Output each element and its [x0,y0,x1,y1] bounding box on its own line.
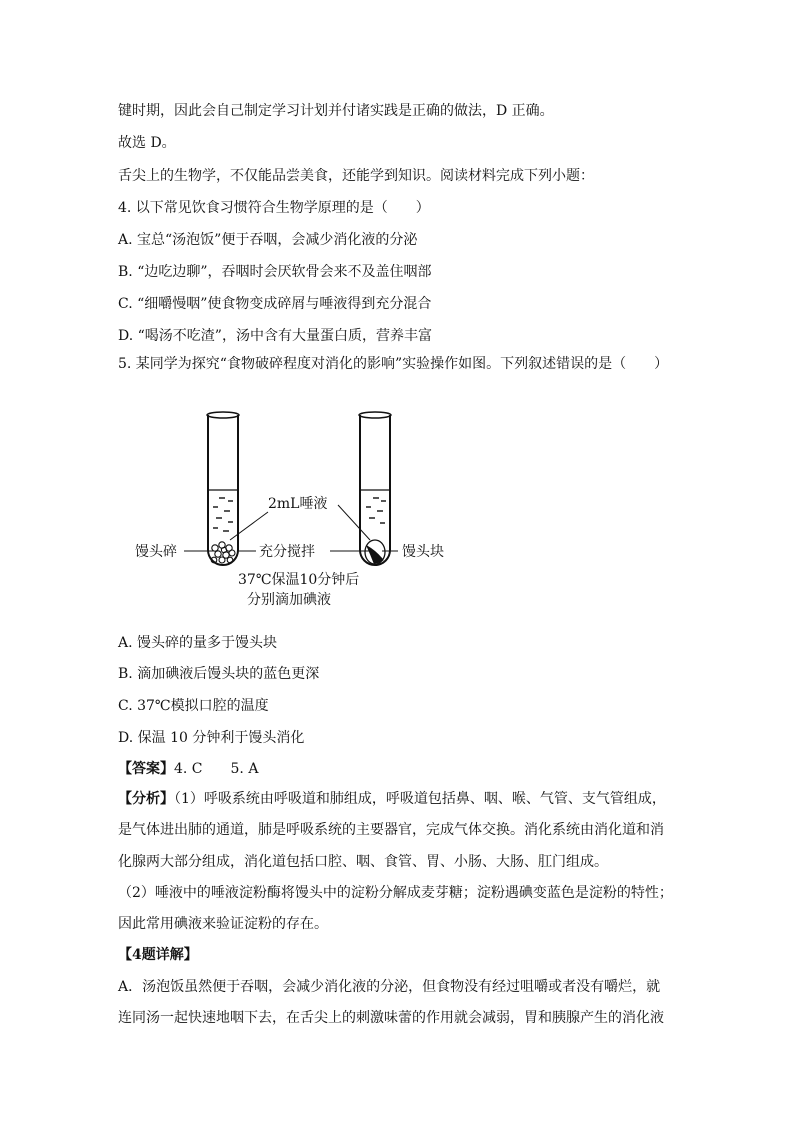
question-5: 5. 某同学为探究“食物破碎程度对消化的影响”实验操作如图。下列叙述错误的是（ ） [118,356,669,372]
label-stir: 充分搅拌 [259,544,315,560]
option-5d: D. 保温 10 分钟利于馒头消化 [118,730,305,746]
option-5b: B. 滴加碘液后馒头块的蓝色更深 [118,666,320,682]
label-saliva: 2mL唾液 [268,496,328,512]
line-3: 舌尖上的生物学，不仅能品尝美食，还能学到知识。阅读材料完成下列小题： [118,168,594,184]
option-4b: B. “边吃边聊”，吞咽时会厌软骨会来不及盖住咽部 [118,264,432,280]
analysis-tag: 【分析】 [118,791,174,807]
option-4a: A. 宝总“汤泡饭”便于吞咽，会减少消化液的分泌 [118,232,418,248]
detail-line-2: 连同汤一起快速地咽下去，在舌尖上的刺激味蕾的作用就会减弱，胃和胰腺产生的消化液 [118,1010,664,1026]
option-4d: D. “喝汤不吃渣”，汤中含有大量蛋白质，营养丰富 [118,328,432,344]
analysis-line-2: 是气体进出肺的通道，肺是呼吸系统的主要器官，完成气体交换。消化系统由消化道和消 [118,822,664,838]
saliva-liquid-right [366,498,386,523]
analysis-line-4: （2）唾液中的唾液淀粉酶将馒头中的淀粉分解成麦芽糖；淀粉遇碘变蓝色是淀粉的特性； [118,885,673,901]
option-5c: C. 37℃模拟口腔的温度 [118,698,269,714]
answer-tag: 【答案】 [118,761,174,777]
line-1: 键时期，因此会自己制定学习计划并付诸实践是正确的做法，D 正确。 [118,103,554,119]
caption-line-1: 37℃保温10分钟后 [238,572,360,588]
analysis-text-1: （1）呼吸系统由呼吸道和肺组成，呼吸道包括鼻、咽、喉、气管、支气管组成， [174,791,666,807]
option-4c: C. “细嚼慢咽”使食物变成碎屑与唾液得到充分混合 [118,296,432,312]
answer-text: 4. C 5. A [174,761,259,777]
answer-line [118,759,258,779]
option-5a: A. 馒头碎的量多于馒头块 [118,635,278,651]
detail-title: 【4题详解】 [118,947,198,963]
detail-line-1: A．汤泡饭虽然便于吞咽，会减少消化液的分泌，但食物没有经过咀嚼或者没有嚼烂，就 [118,979,661,995]
saliva-liquid-left [213,498,233,531]
label-block: 馒头块 [402,544,444,560]
label-crumbs: 馒头碎 [135,544,177,560]
caption-line-2: 分别滴加碘液 [247,592,331,608]
bread-block [365,540,385,564]
experiment-figure [120,405,480,615]
question-4: 4. 以下常见饮食习惯符合生物学原理的是（ ） [118,200,430,216]
bread-crumbs [211,542,235,563]
analysis-line-5: 因此常用碘液来验证淀粉的存在。 [118,916,328,932]
line-2: 故选 D。 [118,135,176,151]
analysis-line-3: 化腺两大部分组成，消化道包括口腔、咽、食管、胃、小肠、大肠、肛门组成。 [118,854,608,870]
analysis-line-1 [118,789,666,809]
